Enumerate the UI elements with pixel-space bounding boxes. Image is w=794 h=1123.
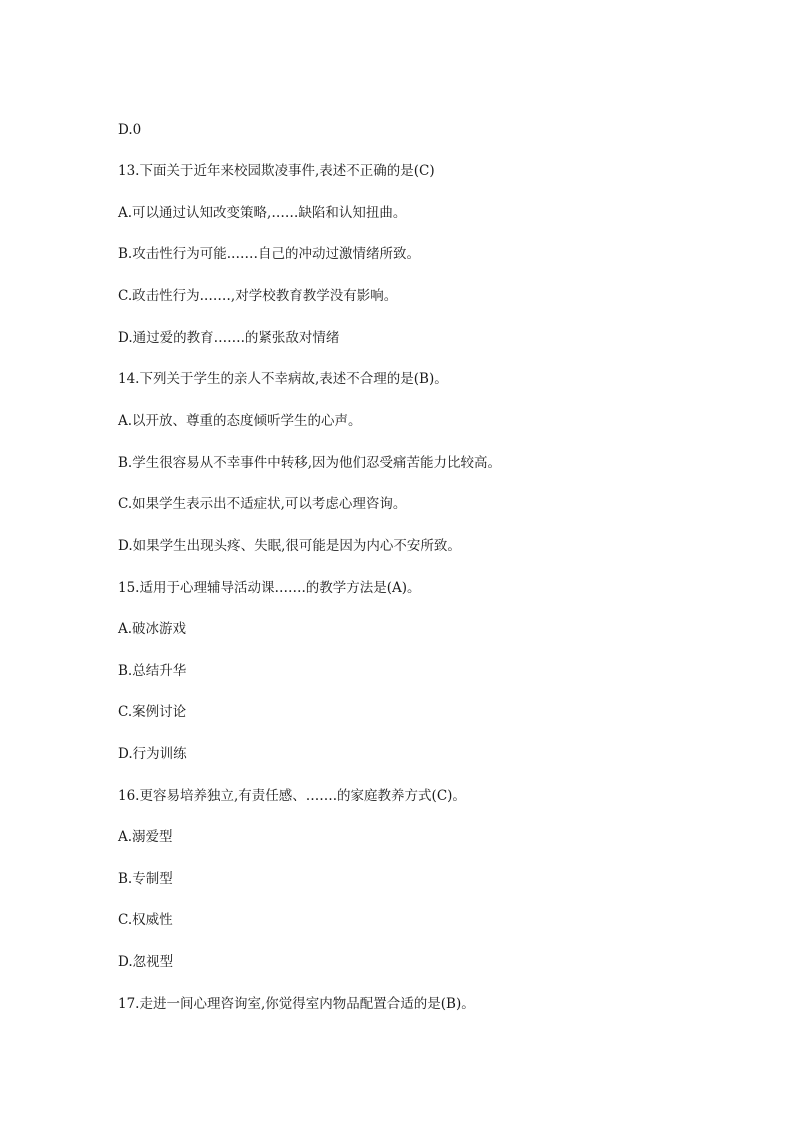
option-b-q13: B.攻击性行为可能.……自己的冲动过激情绪所致。 — [118, 246, 421, 262]
option-b-q16: B.专制型 — [118, 871, 173, 887]
option-b-q14: B.学生很容易从不幸事件中转移,因为他们忍受痛苦能力比较高。 — [118, 455, 502, 471]
option-a-q13: A.可以通过认知改变策略,……缺陷和认知扭曲。 — [118, 205, 407, 221]
option-a-q15: A.破冰游戏 — [118, 621, 187, 637]
option-d-q15: D.行为训练 — [118, 746, 187, 762]
question-17: 17.走进一间心理咨询室,你觉得室内物品配置合适的是(B)。 — [118, 996, 475, 1012]
question-16: 16.更容易培养独立,有责任感、…….的家庭教养方式(C)。 — [118, 788, 466, 804]
option-a-q14: A.以开放、尊重的态度倾听学生的心声。 — [118, 413, 362, 429]
option-c-q15: C.案例讨论 — [118, 704, 187, 720]
option-d-q16: D.忽视型 — [118, 954, 174, 970]
option-d-q13: D.通过爱的教育…….的紧张敌对情绪 — [118, 330, 340, 346]
option-b-q15: B.总结升华 — [118, 663, 187, 679]
question-13: 13.下面关于近年来校园欺凌事件,表述不正确的是(C) — [118, 163, 435, 179]
question-14: 14.下列关于学生的亲人不幸病故,表述不合理的是(B)。 — [118, 371, 448, 387]
option-a-q16: A.溺爱型 — [118, 829, 173, 845]
option-c-q14: C.如果学生表示出不适症状,可以考虑心理咨询。 — [118, 496, 407, 512]
question-15: 15.适用于心理辅导活动课…….的教学方法是(A)。 — [118, 580, 421, 596]
option-d-q12: D.0 — [118, 122, 142, 138]
option-d-q14: D.如果学生出现头疼、失眠,很可能是因为内心不安所致。 — [118, 538, 461, 554]
option-c-q13: C.政击性行为.……,对学校教育教学没有影响。 — [118, 288, 398, 304]
option-c-q16: C.权威性 — [118, 912, 173, 928]
